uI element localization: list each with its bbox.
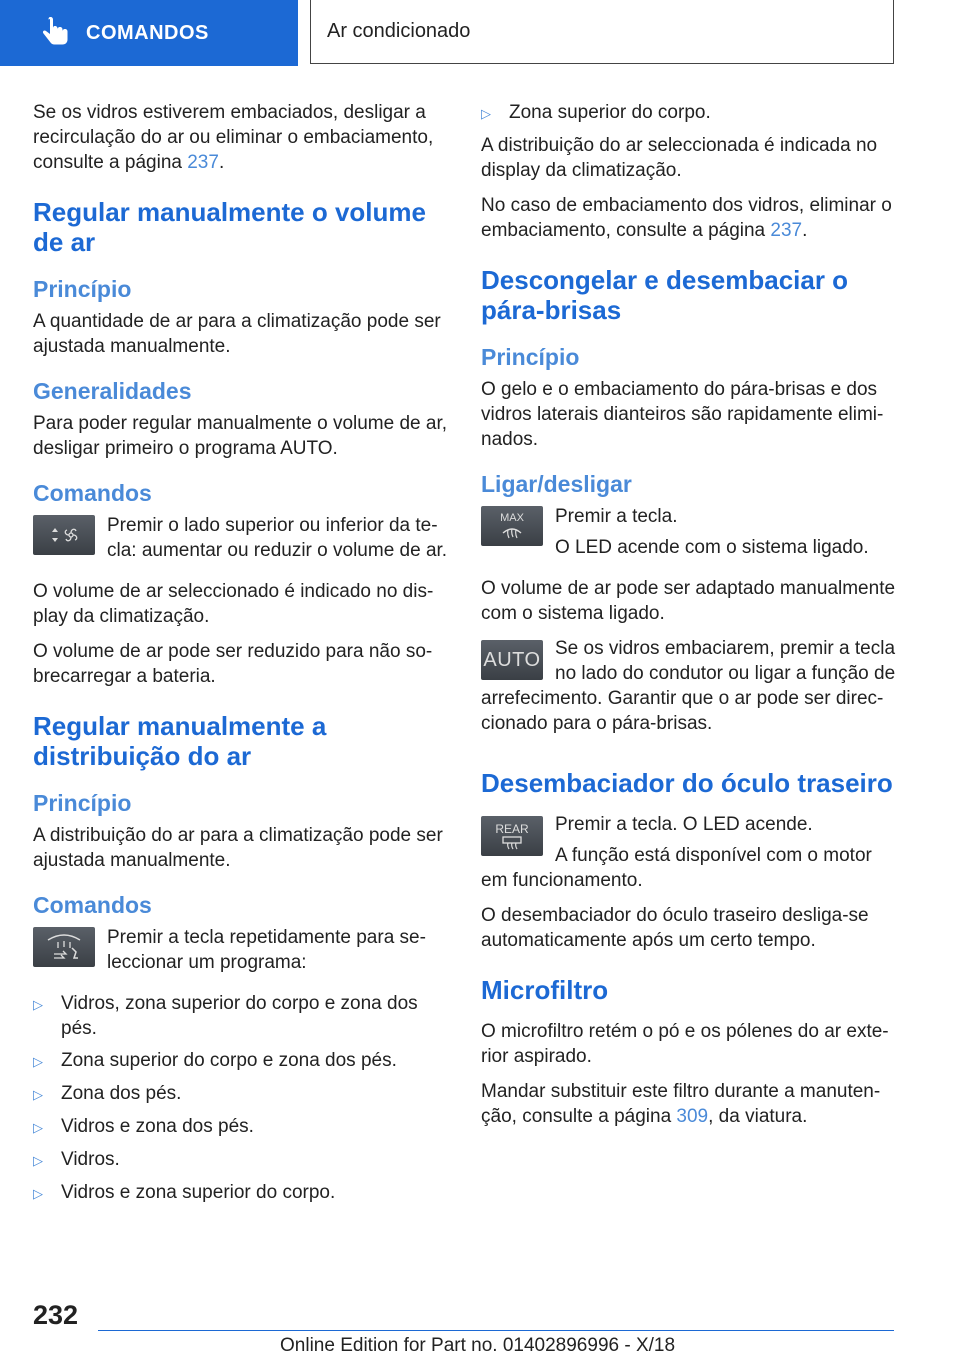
volume-battery-text: O volume de ar pode ser reduzido para não so- brecarregar a bateria. — [33, 641, 433, 687]
heading-air-distribution: Regular manualmente a distribuição do ar — [33, 711, 327, 771]
subheading-principle-3: Princípio — [481, 344, 580, 370]
page-link-237[interactable]: 237 — [187, 152, 219, 173]
subheading-on-off: Ligar/desligar — [481, 471, 632, 497]
right-column — [481, 100, 897, 1139]
rear-availability-text: A função está disponível com o motor em funcionamento. — [481, 845, 872, 891]
left-column — [33, 100, 449, 1213]
triangle-bullet-icon: ▷ — [33, 1087, 43, 1102]
subheading-principle: Princípio — [33, 276, 132, 302]
triangle-bullet-icon: ▷ — [33, 1153, 43, 1168]
list-item: ▷ Vidros e zona dos pés. — [33, 1114, 449, 1140]
defrost-icon — [500, 524, 524, 540]
rear-auto-off-text: O desembaciador do óculo traseiro desliga-se automaticamente após um certo tempo. — [481, 905, 869, 951]
triangle-bullet-icon: ▷ — [33, 1054, 43, 1069]
triangle-bullet-icon: ▷ — [33, 1186, 43, 1201]
section-title: Ar condicionado — [310, 0, 894, 64]
distribution-control-text: Premir a tecla repetidamente para se- leccionar um programa: — [107, 927, 426, 973]
list-item: ▷ Vidros, zona superior do corpo e zona dos pés. — [33, 993, 418, 1039]
list-item: ▷ Zona superior do corpo. — [481, 100, 897, 126]
heading-rear-defroster: Desembaciador do óculo traseiro — [481, 768, 893, 798]
page-header — [0, 0, 960, 66]
list-item: ▷ Vidros e zona superior do corpo. — [33, 1180, 449, 1206]
fan-icon — [44, 523, 84, 547]
intro-paragraph: Se os vidros estiverem embaciados, desligar a recirculação do ar ou eliminar o embaciamento, consulte a página 237. — [33, 102, 434, 173]
max-defrost-button-image — [481, 506, 543, 546]
rear-press-text: Premir a tecla. O LED acende. — [555, 814, 813, 835]
fan-control-text: Premir o lado superior ou inferior da te- cla: aumentar ou reduzir o volume de ar. — [107, 515, 448, 561]
triangle-bullet-icon: ▷ — [33, 997, 43, 1012]
auto-label: AUTO — [483, 648, 541, 671]
page-link-309[interactable]: 309 — [676, 1106, 709, 1127]
fan-control-row — [33, 513, 449, 569]
auto-button-image — [481, 640, 543, 680]
auto-control-block — [481, 636, 897, 746]
active-tab-label: COMANDOS — [86, 21, 209, 44]
triangle-bullet-icon: ▷ — [33, 1120, 43, 1135]
max-control-row — [481, 504, 897, 566]
principle-text-2: A distribuição do ar para a climatização pode ser ajustada manualmente. — [33, 825, 443, 871]
subheading-principle-2: Princípio — [33, 790, 132, 816]
triangle-bullet-icon: ▷ — [481, 106, 491, 121]
microfilter-text: O microfiltro retém o pó e os pólenes do ar exte- rior aspirado. — [481, 1021, 889, 1067]
subheading-controls: Comandos — [33, 480, 152, 506]
heading-air-volume: Regular manualmente o volume de ar — [33, 197, 426, 257]
air-distribution-icon — [42, 932, 86, 962]
defrost-volume-text: O volume de ar pode ser adaptado manualmente com o sistema ligado. — [481, 578, 896, 624]
distribution-program-list — [33, 991, 449, 1206]
principle-text-3: O gelo e o embaciamento do pára-brisas e dos vidros laterais dianteiros são rapidamente elimi- nados. — [481, 379, 884, 450]
auto-fogging-text: Se os vidros embaciarem, premir a tecla no lado do condutor ou ligar a função de arrefecimento. Garantir que o ar pode ser direc- cionado para o pára-brisas. — [481, 638, 896, 734]
subheading-general: Generalidades — [33, 378, 192, 404]
rear-control-block — [481, 812, 897, 903]
rear-defrost-icon — [500, 836, 524, 850]
microfilter-replace-text: Mandar substituir este filtro durante a manuten- ção, consulte a página 309, da viatura. — [481, 1081, 881, 1127]
volume-display-text: O volume de ar seleccionado é indicado no dis- play da climatização. — [33, 581, 434, 627]
heading-defrost-windshield: Descongelar e desembaciar o pára-brisas — [481, 265, 849, 325]
page-number: 232 — [33, 1300, 79, 1330]
distribution-display-text: A distribuição do ar seleccionada é indicada no display da climatização. — [481, 135, 878, 181]
principle-text: A quantidade de ar para a climatização pode ser ajustada manualmente. — [33, 311, 441, 357]
list-item: ▷ Zona dos pés. — [33, 1081, 449, 1107]
distribution-control-row — [33, 925, 449, 981]
footer-divider — [98, 1330, 894, 1331]
chapter-tab-commands — [0, 0, 298, 66]
list-item: ▷ Zona superior do corpo e zona dos pés. — [33, 1048, 449, 1074]
fogging-reference-text: No caso de embaciamento dos vidros, eliminar o embaciamento, consulte a página 237. — [481, 195, 892, 241]
rear-label: REAR — [495, 821, 529, 836]
rear-defrost-button-image — [481, 816, 543, 856]
general-text: Para poder regular manualmente o volume de ar, desligar primeiro o programa AUTO. — [33, 413, 448, 459]
max-label: MAX — [500, 512, 524, 524]
subheading-controls-2: Comandos — [33, 892, 152, 918]
fan-button-image — [33, 515, 95, 555]
heading-microfilter: Microfiltro — [481, 975, 609, 1005]
distribution-button-image — [33, 927, 95, 967]
list-item: ▷ Vidros. — [33, 1147, 449, 1173]
edition-text: Online Edition for Part no. 01402896996 - X/18 — [280, 1335, 676, 1356]
distribution-program-list-cont — [481, 100, 897, 126]
page-link-237[interactable]: 237 — [770, 220, 803, 241]
hand-pointer-icon — [40, 15, 72, 51]
led-on-text: O LED acende com o sistema ligado. — [555, 537, 869, 558]
press-key-text: Premir a tecla. — [555, 506, 678, 527]
